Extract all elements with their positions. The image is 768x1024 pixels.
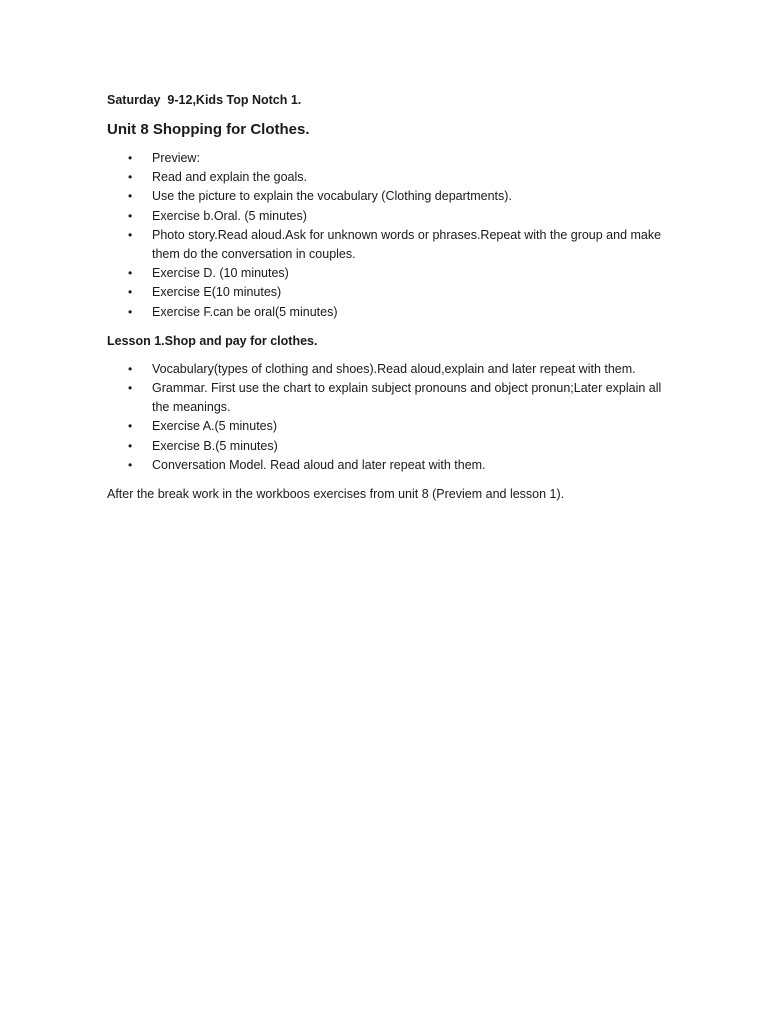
list-item (107, 283, 667, 302)
bullet-icon: • (128, 304, 133, 319)
bullet-icon: • (128, 227, 133, 242)
lesson-list (107, 360, 667, 475)
bullet-icon: • (128, 361, 133, 376)
list-item-text: Preview: (152, 151, 200, 165)
list-item (107, 360, 667, 379)
bullet-icon: • (128, 419, 133, 434)
list-item (107, 187, 667, 206)
list-item-text: Photo story.Read aloud.Ask for unknown words or phrases.Repeat with the group and make them do the conversation in couples. (152, 227, 662, 262)
list-item (107, 207, 667, 226)
bullet-icon: • (128, 151, 133, 165)
list-item (107, 379, 667, 417)
list-item-text: Exercise D. (10 minutes) (152, 266, 289, 281)
bullet-icon: • (128, 189, 133, 204)
bullet-icon: • (128, 438, 133, 453)
list-item-text: Use the picture to explain the vocabulary (Clothing departments). (152, 189, 512, 204)
list-item (107, 168, 667, 187)
list-item-text: Exercise A.(5 minutes) (152, 419, 278, 434)
list-item-text: Grammar. First use the chart to explain subject pronouns and object pronun;Later explain all the meanings. (152, 381, 662, 415)
unit-title: Unit 8 Shopping for Clothes. (107, 121, 310, 138)
list-item (107, 226, 667, 264)
list-item-text: Exercise F.can be oral(5 minutes) (152, 304, 338, 319)
list-item-text: Exercise B.(5 minutes) (152, 438, 278, 453)
list-item (107, 417, 667, 436)
class-schedule-header: Saturday 9-12,Kids Top Notch 1. (107, 93, 302, 107)
lesson-title: Lesson 1.Shop and pay for clothes. (107, 333, 318, 348)
bullet-icon: • (128, 381, 133, 396)
closing-note: After the break work in the workboos exercises from unit 8 (Previem and lesson 1). (107, 487, 565, 502)
document-content (107, 91, 667, 503)
list-item-text: Conversation Model. Read aloud and later repeat with them. (152, 457, 486, 472)
list-item (107, 437, 667, 456)
list-item-text: Vocabulary(types of clothing and shoes).Read aloud,explain and later repeat with them. (152, 361, 636, 376)
bullet-icon: • (128, 285, 133, 300)
list-item (107, 149, 667, 168)
list-item (107, 456, 667, 475)
bullet-icon: • (128, 208, 133, 223)
preview-list (107, 149, 667, 322)
list-item-text: Exercise E(10 minutes) (152, 285, 282, 300)
list-item (107, 303, 667, 322)
bullet-icon: • (128, 266, 133, 281)
list-item-text: Exercise b.Oral. (5 minutes) (152, 208, 307, 223)
list-item-text: Read and explain the goals. (152, 170, 307, 185)
list-item (107, 264, 667, 283)
bullet-icon: • (128, 170, 133, 185)
bullet-icon: • (128, 457, 133, 472)
